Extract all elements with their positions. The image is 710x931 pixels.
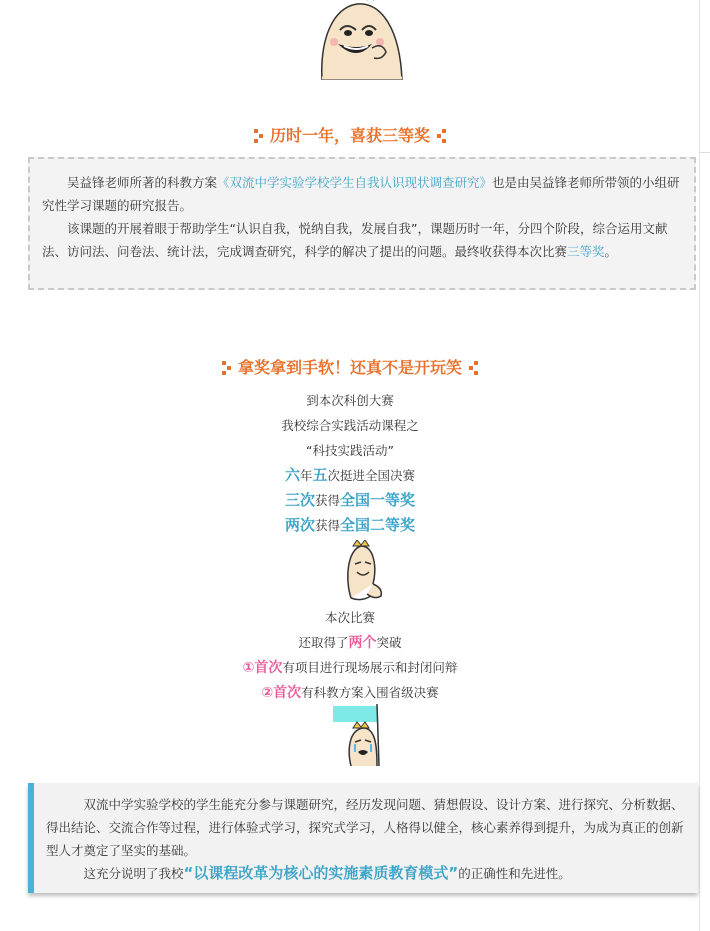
p2-suffix: 的正确性和先进性。 (458, 866, 571, 881)
line-4 (0, 463, 700, 488)
p2-award: 三等奖 (567, 244, 605, 259)
page-right-tick (699, 152, 710, 153)
section1-heading-text: 历时一年，喜获三等奖 (269, 126, 430, 145)
conclusion-paragraph-2 (46, 862, 686, 885)
section2-lines-group-1 (0, 388, 700, 538)
section1-paragraph-1 (42, 171, 682, 217)
section1-heading (0, 123, 700, 146)
section2-heading-text: 拿奖拿到手软！还真不是开玩笑 (237, 358, 462, 377)
line4-d: 次挺进全国决赛 (327, 468, 416, 483)
line-3: “科技实践活动” (306, 443, 394, 458)
p2-end: 。 (604, 244, 618, 259)
line10-b: 有科教方案入围省级决赛 (301, 685, 439, 700)
line10-a: ②首次 (261, 685, 302, 701)
meme-face-middle-icon (337, 540, 389, 602)
section2-heading (0, 355, 700, 378)
p1-title-link: 《双流中学实验学校学生自我认识现状调查研究》 (217, 175, 493, 190)
line-9 (0, 655, 700, 680)
line8-a: 还取得了 (298, 635, 349, 650)
line4-a: 六 (284, 466, 300, 484)
line-7: 本次比赛 (324, 610, 375, 625)
line5-a: 三次 (284, 491, 315, 509)
heading-deco-left-icon (222, 361, 232, 375)
p2-main: 该课题的开展着眼于帮助学生“认识自我，悦纳自我，发展自我”，课题历时一年，分四个阶段，综合运用文献法、访问法、问卷法、统计法，完成调查研究，科学的解决了提出的问题。最终收获得本次比赛 (42, 221, 668, 259)
line-6 (0, 513, 700, 538)
section1-description-box (28, 157, 696, 290)
conclusion-paragraph-1: 双流中学实验学校的学生能充分参与课题研究，经历发现问题、猜想假设、设计方案、进行探究、分析数据、得出结论、交流合作等过程，进行体验式学习，探究式学习，人格得以健全，核心素养得到提升，为成为真正的创新型人才奠定了坚实的基础。 (46, 797, 684, 858)
line-8 (0, 630, 700, 655)
line-1: 到本次科创大赛 (306, 393, 394, 408)
p2-strong: “以课程改革为核心的实施素质教育模式” (183, 864, 459, 882)
heading-deco-right-icon (436, 129, 446, 143)
line8-c: 突破 (376, 635, 402, 650)
line9-b: 有项目进行现场展示和封闭问辩 (282, 660, 458, 675)
line6-a: 两次 (284, 516, 315, 534)
line-5 (0, 488, 700, 513)
conclusion-box (28, 783, 698, 893)
p1-prefix: 吴益锋老师所著的科教方案 (67, 175, 218, 190)
meme-face-bottom-icon (345, 704, 385, 766)
section2-lines-group-2 (0, 605, 700, 705)
line6-c: 全国二等奖 (340, 516, 416, 534)
line4-c: 五 (312, 466, 328, 484)
line-10 (0, 680, 700, 705)
line5-b: 获得 (314, 493, 340, 508)
p1-suffix: 也是由吴益锋老师所带领的小组研究性学习课题的研究报告。 (42, 175, 680, 213)
heading-deco-right-icon (468, 361, 478, 375)
p2-prefix: 这充分说明了我校 (83, 866, 184, 881)
line5-c: 全国一等奖 (340, 491, 416, 509)
line6-b: 获得 (314, 518, 340, 533)
line9-a: ①首次 (242, 660, 283, 676)
line-2: 我校综合实践活动课程之 (281, 418, 419, 433)
heading-deco-left-icon (254, 129, 264, 143)
section1-paragraph-2 (42, 217, 682, 263)
line4-b: 年 (299, 468, 313, 483)
meme-face-top-icon (312, 0, 407, 80)
line8-b: 两个 (348, 635, 377, 651)
